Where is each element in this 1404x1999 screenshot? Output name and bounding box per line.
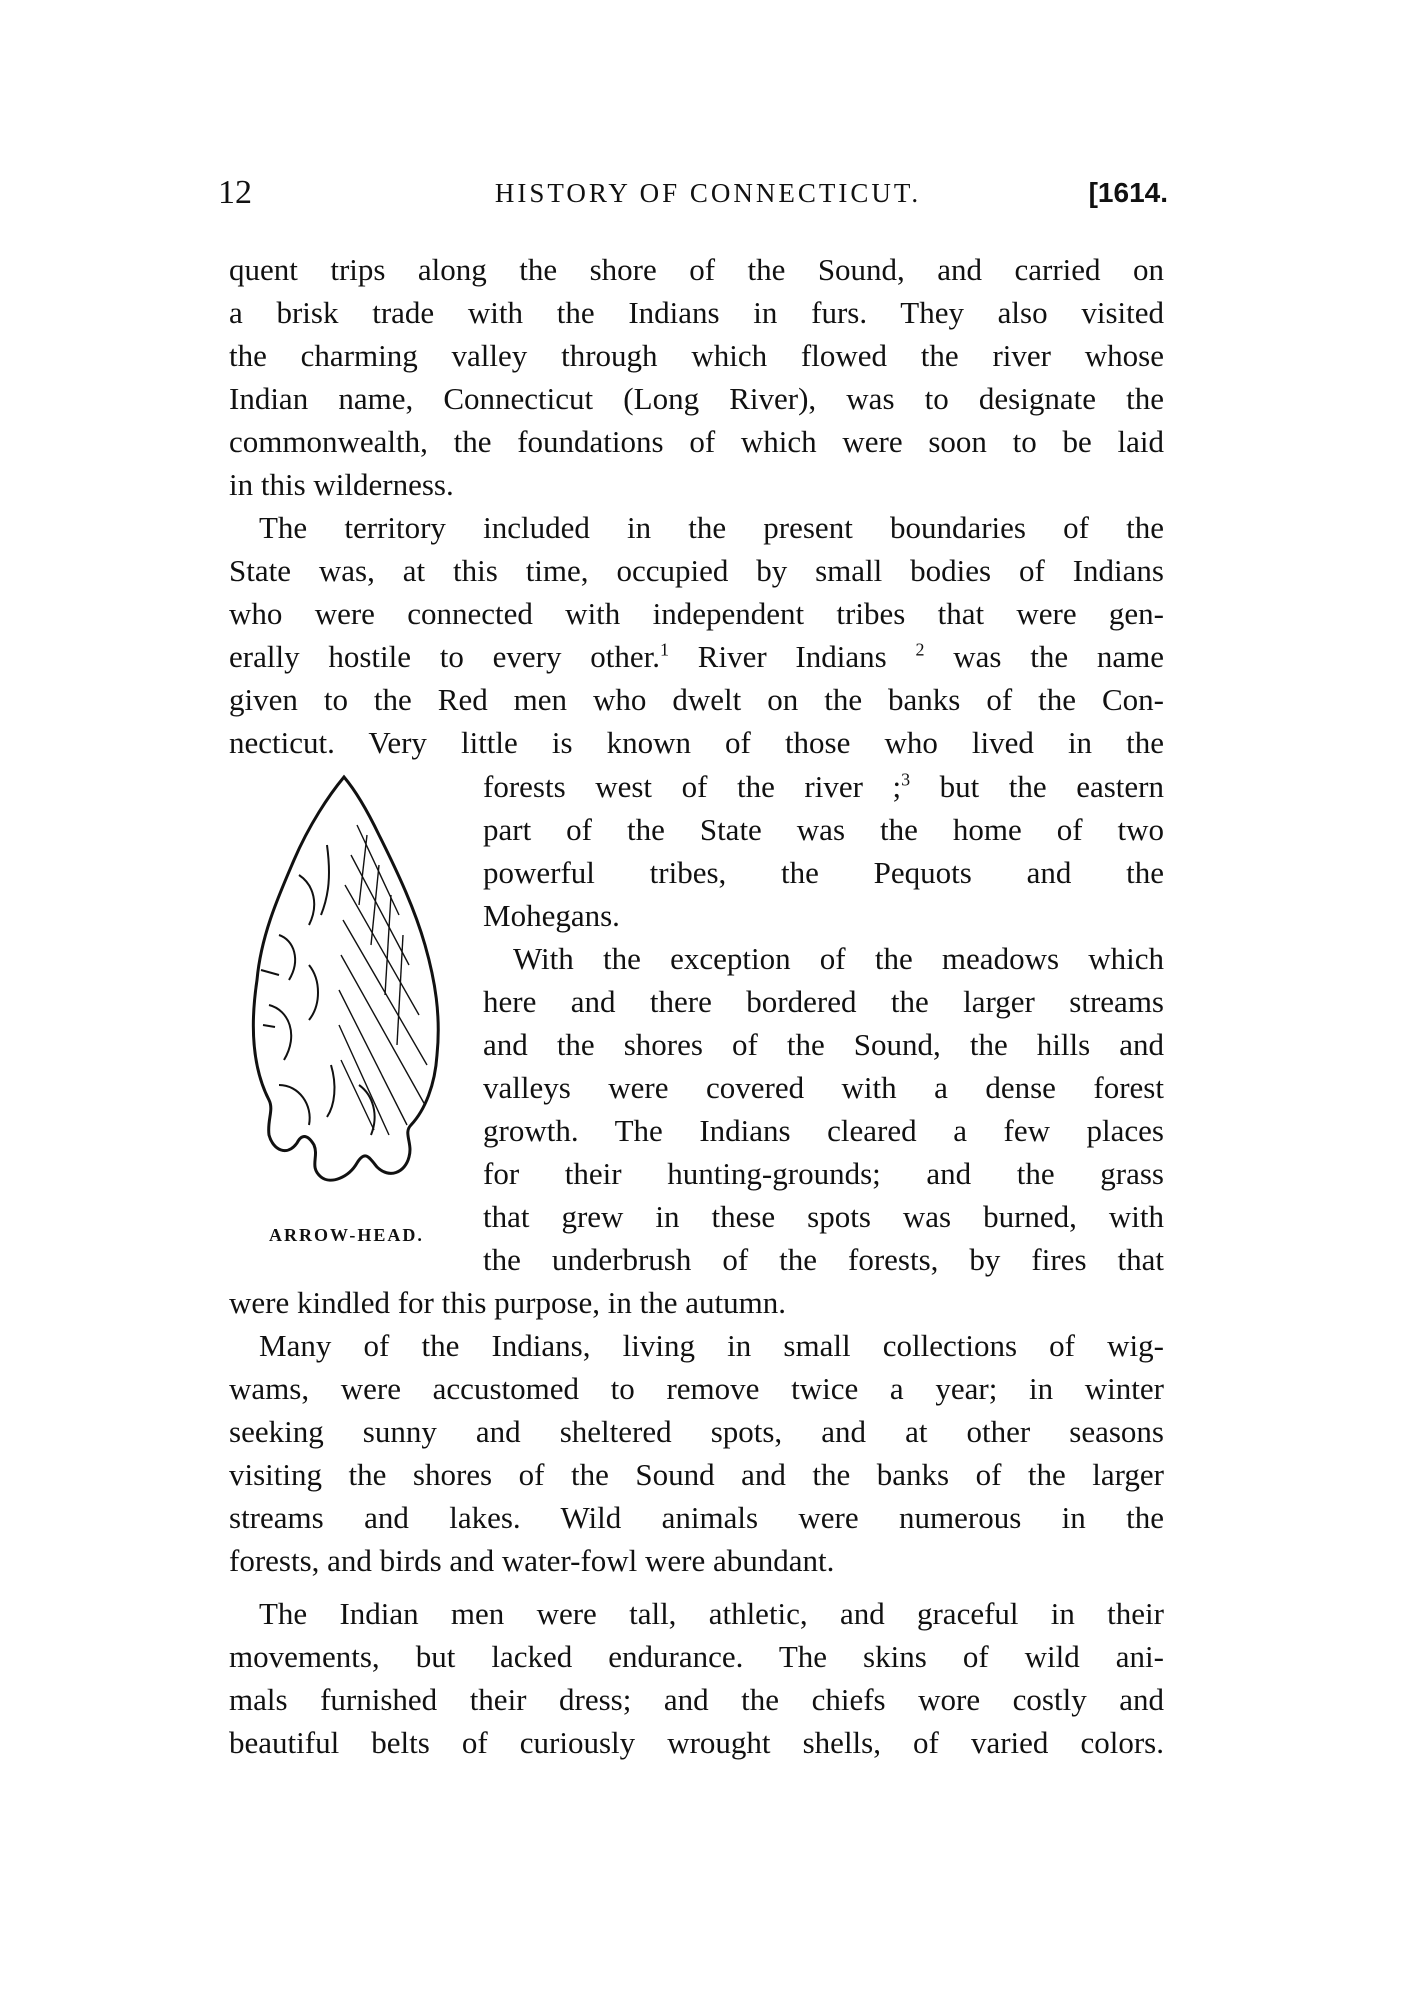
figure-caption: ARROW-HEAD.	[269, 1225, 424, 1245]
text-line: beautiful belts of curiously wrought shells, of varied colors.	[229, 1725, 1164, 1760]
text-line: and the shores of the Sound, the hills and	[483, 1027, 1164, 1062]
text-line: in this wilderness.	[229, 467, 454, 502]
text-line: mals furnished their dress; and the chiefs wore costly and	[229, 1682, 1164, 1717]
text-line: movements, but lacked endurance. The skins of wild ani-	[229, 1639, 1164, 1674]
text-line: seeking sunny and sheltered spots, and at other seasons	[229, 1414, 1164, 1449]
text-line: Indian name, Connecticut (Long River), was to designate the	[229, 381, 1164, 416]
text-line: Mohegans.	[483, 898, 620, 933]
paragraph-2	[229, 506, 1164, 764]
text-line	[229, 635, 1164, 678]
text-line: necticut. Very little is known of those who lived in the	[229, 725, 1164, 760]
text-line: the charming valley through which flowed the river whose	[229, 338, 1164, 373]
footnote-ref-3: 3	[901, 769, 911, 790]
text-line: were kindled for this purpose, in the autumn.	[229, 1285, 787, 1320]
text-line: growth. The Indians cleared a few places	[483, 1113, 1164, 1148]
text-line: who were connected with independent tribes that were gen-	[229, 596, 1164, 631]
text-line: With the exception of the meadows which	[513, 941, 1164, 976]
text-line: that grew in these spots was burned, with	[483, 1199, 1164, 1234]
text-line: part of the State was the home of two	[483, 812, 1164, 847]
text-block-top	[229, 248, 1164, 764]
wrap-text-column	[483, 765, 1164, 1281]
text-line: for their hunting-grounds; and the grass	[483, 1156, 1164, 1191]
arrow-head-illustration	[239, 765, 449, 1215]
text-line: forests, and birds and water-fowl were abundant.	[229, 1543, 835, 1578]
text-line	[483, 765, 1164, 808]
paragraph-1	[229, 248, 1164, 506]
text-line: Many of the Indians, living in small collections of wig-	[259, 1328, 1164, 1363]
text-line: wams, were accustomed to remove twice a year; in winter	[229, 1371, 1164, 1406]
text-fragment: was the name	[924, 639, 1164, 674]
text-line: powerful tribes, the Pequots and the	[483, 855, 1164, 890]
arrow-head-figure	[229, 765, 459, 1245]
paragraph-4	[229, 1324, 1164, 1582]
paragraph-3	[483, 937, 1164, 1281]
text-block-bottom	[229, 1281, 1164, 1764]
text-line: valleys were covered with a dense forest	[483, 1070, 1164, 1105]
text-line: a brisk trade with the Indians in furs. They also visited	[229, 295, 1164, 330]
text-line: The Indian men were tall, athletic, and graceful in their	[259, 1596, 1164, 1631]
paragraph-5	[229, 1592, 1164, 1764]
text-line: the underbrush of the forests, by fires that	[483, 1242, 1164, 1277]
text-line: given to the Red men who dwelt on the banks of the Con-	[229, 682, 1164, 717]
text-line: streams and lakes. Wild animals were numerous in the	[229, 1500, 1164, 1535]
text-line: visiting the shores of the Sound and the banks of the larger	[229, 1457, 1164, 1492]
footnote-ref-2: 2	[915, 639, 925, 660]
page-header	[218, 168, 1168, 218]
text-line: here and there bordered the larger streams	[483, 984, 1164, 1019]
text-fragment: River Indians	[669, 639, 916, 674]
text-fragment: forests west of the river ;	[483, 769, 902, 804]
text-fragment: but the eastern	[910, 769, 1165, 804]
page-number: 12	[218, 174, 252, 211]
running-title: HISTORY OF CONNECTICUT.	[494, 178, 922, 208]
paragraph-2-continued	[483, 765, 1164, 937]
footnote-ref-1: 1	[660, 639, 670, 660]
text-line: commonwealth, the foundations of which were soon to be laid	[229, 424, 1164, 459]
year-marker: [1614.	[1088, 177, 1168, 208]
paragraph-3-end	[229, 1281, 1164, 1324]
text-line: State was, at this time, occupied by small bodies of Indians	[229, 553, 1164, 588]
text-line: The territory included in the present boundaries of the	[259, 510, 1164, 545]
text-fragment: erally hostile to every other.	[229, 639, 661, 674]
text-line: quent trips along the shore of the Sound, and carried on	[229, 252, 1164, 287]
